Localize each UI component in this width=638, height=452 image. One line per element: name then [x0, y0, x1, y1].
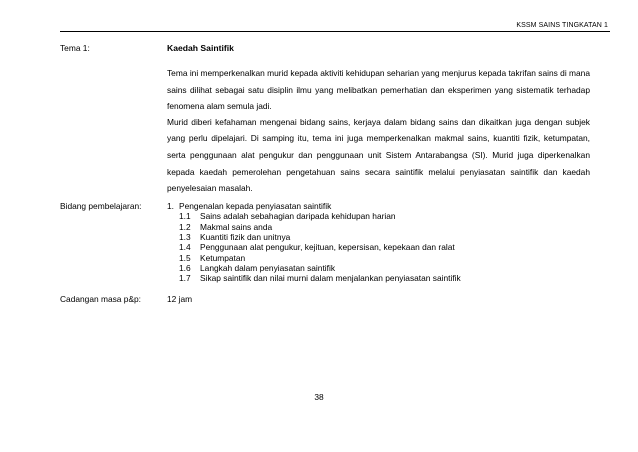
sub-list-item	[167, 263, 590, 273]
sub-list-item-text: Makmal sains anda	[200, 221, 273, 232]
list-item-text: Pengenalan kepada penyiasatan saintifik	[179, 201, 332, 211]
bidang-label: Bidang pembelajaran:	[60, 201, 142, 211]
sub-list-item-number: 1.7	[179, 273, 191, 284]
sub-list-item-text: Ketumpatan	[200, 252, 246, 263]
sub-list-item-text: Langkah dalam penyiasatan saintifik	[200, 262, 336, 273]
sub-list-item	[167, 232, 590, 242]
sub-list-item-number: 1.1	[179, 211, 191, 222]
sub-list-item-text: Kuantiti fizik dan unitnya	[200, 232, 291, 242]
sub-list-item-text: Penggunaan alat pengukur, kejituan, kepersisan, kepekaan dan ralat	[200, 242, 455, 253]
sub-list-item-number: 1.3	[179, 232, 191, 242]
sub-list-item-number: 1.6	[179, 262, 191, 273]
cadangan-label: Cadangan masa p&p:	[60, 294, 142, 304]
sub-list-item-text: Sikap saintifik dan nilai murni dalam menjalankan penyiasatan saintifik	[200, 273, 461, 284]
cadangan-value: 12 jam	[167, 294, 193, 304]
sub-list-item-number: 1.4	[179, 242, 191, 253]
running-header: KSSM SAINS TINGKATAN 1	[516, 22, 608, 29]
page-number: 38	[314, 392, 324, 402]
sub-list-item	[167, 253, 590, 263]
sub-list-item-number: 1.5	[179, 252, 191, 263]
bidang-list	[167, 201, 590, 283]
list-item	[167, 201, 590, 211]
tema-content	[167, 43, 590, 197]
tema-title: Kaedah Saintifik	[167, 43, 234, 53]
header-divider	[60, 31, 610, 32]
sub-list-item	[167, 211, 590, 221]
tema-paragraph: Murid diberi kefahaman mengenai bidang sains, kerjaya dalam bidang sains dan dikaitkan juga dengan subjek yang perlu dipelajari. Di samping itu, tema ini juga memperkenalkan makmal sains, kuantiti fizik, ketumpatan, serta penggunaan alat pengukur dan penggunaan unit Sistem Antarabangsa (SI). Murid juga diperkenalkan kepada kaedah pemerolehan pengetahuan sains secara saintifik melalui penyiasatan saintifik dan kaedah penyelesaian masalah.	[167, 116, 590, 194]
sub-list-item	[167, 222, 590, 232]
list-item-number: 1.	[167, 201, 174, 211]
sub-list-item-number: 1.2	[179, 221, 191, 232]
tema-paragraph: Tema ini memperkenalkan murid kepada aktiviti kehidupan seharian yang menjurus kepada takrifan sains di mana sains dilihat sebagai satu disiplin ilmu yang melibatkan pemerhatian dan eksperimen yang sistematik terhadap fenomena alam semula jadi.	[167, 68, 590, 112]
sub-list-item	[167, 273, 590, 283]
sub-list-item-text: Sains adalah sebahagian daripada kehidupan harian	[200, 211, 396, 222]
tema-label: Tema 1:	[60, 43, 90, 53]
sub-list-item	[167, 242, 590, 252]
